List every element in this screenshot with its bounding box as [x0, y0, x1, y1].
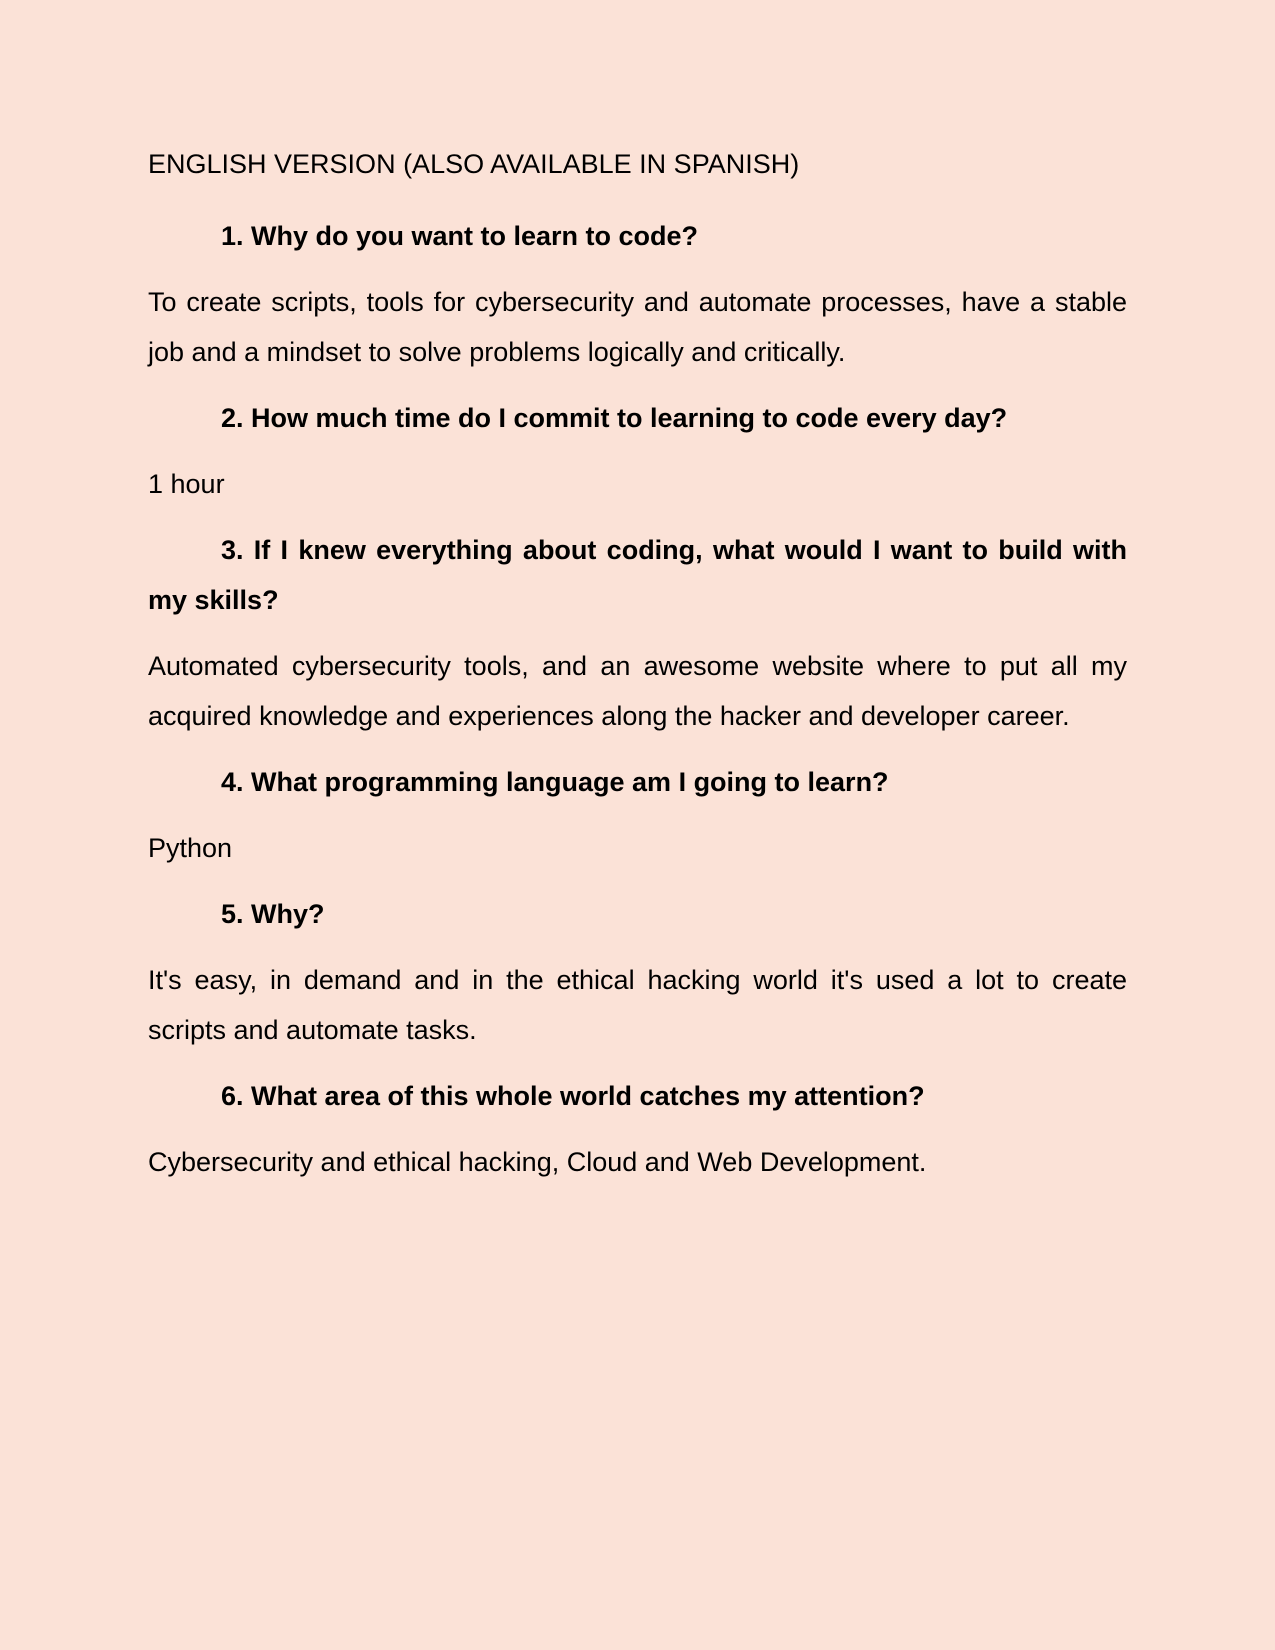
answer-text: 1 hour — [148, 469, 225, 499]
answer-text: Python — [148, 833, 233, 863]
document-title: ENGLISH VERSION (ALSO AVAILABLE IN SPANISH) — [148, 149, 800, 179]
question-heading: 3. If I knew everything about coding, what would I want to build with my skills? — [148, 535, 1127, 615]
qa-item-5 — [148, 889, 1127, 1055]
answer-text: Cybersecurity and ethical hacking, Cloud and Web Development. — [148, 1147, 927, 1177]
answer-text: To create scripts, tools for cybersecurity and automate processes, have a stable job and a mindset to solve problems logically and critically. — [148, 287, 1127, 367]
qa-item-3 — [148, 525, 1127, 741]
question-heading: 1. Why do you want to learn to code? — [221, 221, 699, 251]
question-heading: 6. What area of this whole world catches my attention? — [221, 1081, 925, 1111]
qa-item-2 — [148, 393, 1127, 509]
answer-text: It's easy, in demand and in the ethical hacking world it's used a lot to create scripts and automate tasks. — [148, 965, 1127, 1045]
qa-item-4 — [148, 757, 1127, 873]
qa-item-1 — [148, 211, 1127, 377]
qa-item-6 — [148, 1071, 1127, 1187]
question-heading: 5. Why? — [221, 899, 325, 929]
answer-text: Automated cybersecurity tools, and an awesome website where to put all my acquired knowledge and experiences along the hacker and developer career. — [148, 651, 1127, 731]
question-heading: 2. How much time do I commit to learning to code every day? — [221, 403, 1008, 433]
question-heading: 4. What programming language am I going to learn? — [221, 767, 889, 797]
